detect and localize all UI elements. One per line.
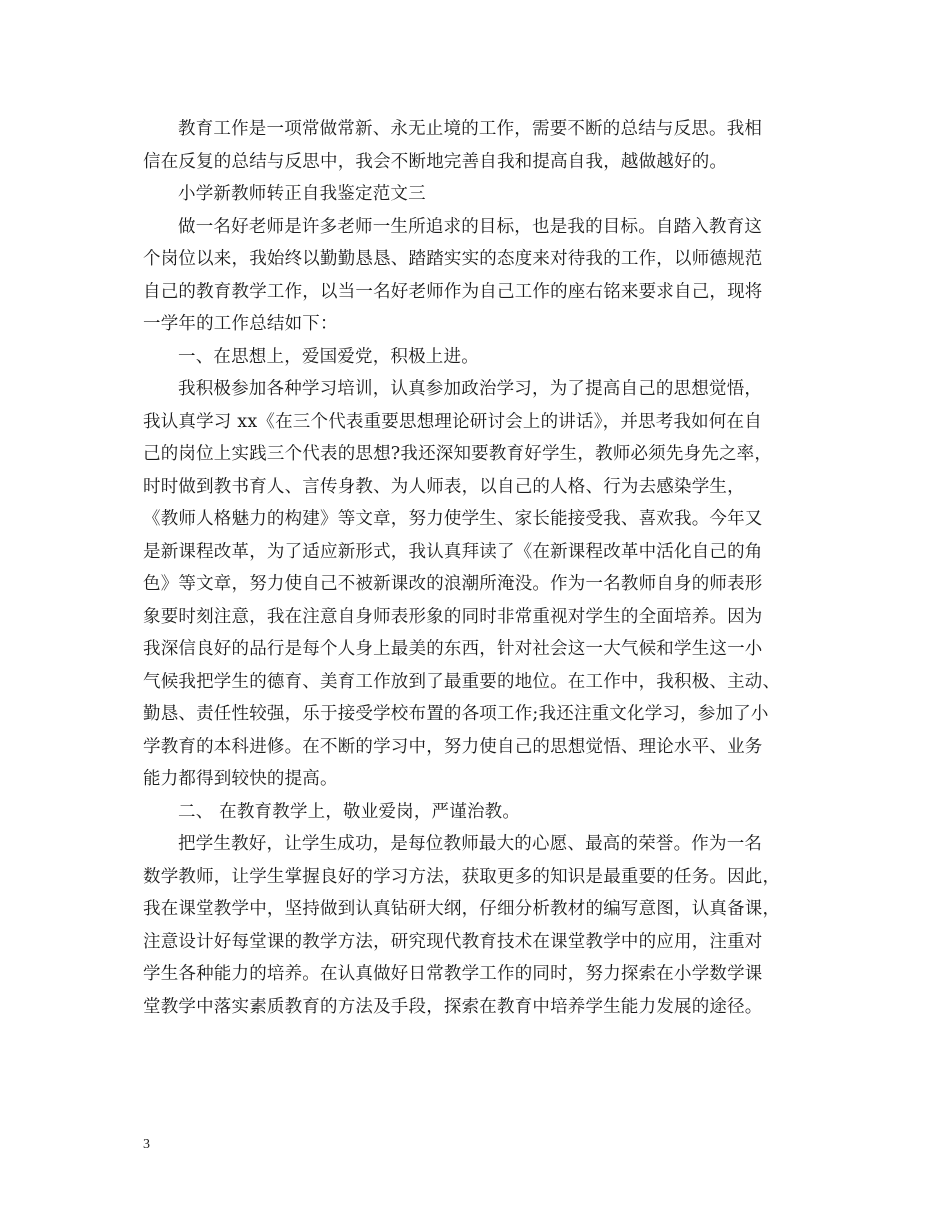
text-line: 做一名好老师是许多老师一生所追求的目标，也是我的目标。自踏入教育这 [178, 216, 763, 237]
text-line: 我认真学习 xx《在三个代表重要思想理论研讨会上的讲话》，并思考我如何在自 [143, 411, 762, 432]
text-line: 我深信良好的品行是每个人身上最美的东西，针对社会这一大气候和学生这一小 [143, 639, 763, 659]
text-line: 学教育的本科进修。在不断的学习中，努力使自己的思想觉悟、理论水平、业务 [143, 736, 763, 757]
text-line: 小学新教师转正自我鉴定范文三 [178, 184, 426, 204]
text-line: 把学生教好，让学生成功，是每位教师最大的心愿、最高的荣誉。作为一名 [178, 834, 763, 854]
text-line: 能力都得到较快的提高。 [143, 769, 338, 789]
text-line: 我在课堂教学中，坚持做到认真钻研大纲，仔细分析教材的编写意图，认真备课， [143, 899, 781, 919]
text-line: 自己的教育教学工作，以当一名好老师作为自己工作的座右铭来要求自己，现将 [143, 281, 763, 302]
text-line: 气候我把学生的德育、美育工作放到了最重要的地位。在工作中，我积极、主动、 [143, 671, 781, 692]
text-line: 二、 在教育教学上，敬业爱岗，严谨治教。 [178, 801, 521, 822]
text-line: 象要时刻注意，我在注意自身师表形象的同时非常重视对学生的全面培养。因为 [143, 606, 763, 627]
text-line: 注意设计好每堂课的教学方法，研究现代教育技术在课堂教学中的应用，注重对 [143, 931, 763, 952]
text-line: 色》等文章，努力使自己不被新课改的浪潮所淹没。作为一名教师自身的师表形 [143, 574, 763, 594]
text-line: 一、在思想上，爱国爱党，积极上进。 [178, 346, 479, 367]
text-line: 信在反复的总结与反思中，我会不断地完善自我和提高自我，越做越好的。 [143, 151, 728, 172]
text-line: 时时做到教书育人、言传身教、为人师表，以自己的人格、行为去感染学生， [143, 476, 745, 497]
text-line: 数学教师，让学生掌握良好的学习方法，获取更多的知识是最重要的任务。因此， [143, 866, 781, 887]
text-line: 我积极参加各种学习培训，认真参加政治学习，为了提高自己的思想觉悟， [178, 379, 763, 399]
text-line: 勤恳、责任性较强，乐于接受学校布置的各项工作;我还注重文化学习，参加了小 [143, 704, 769, 724]
text-line: 己的岗位上实践三个代表的思想?我还深知要教育好学生，教师必须先身先之率， [143, 444, 773, 464]
text-line: 个岗位以来，我始终以勤勤恳恳、踏踏实实的态度来对待我的工作，以师德规范 [143, 249, 763, 269]
document-body [143, 113, 823, 1023]
text-line: 堂教学中落实素质教育的方法及手段，探索在教育中培养学生能力发展的途径。 [143, 996, 763, 1017]
text-line: 《教师人格魅力的构建》等文章，努力使学生、家长能接受我、喜欢我。今年又 [143, 509, 763, 529]
text-line: 一学年的工作总结如下： [143, 314, 338, 334]
page-number: 3 [143, 1137, 150, 1152]
text-line: 教育工作是一项常做常新、永无止境的工作，需要不断的总结与反思。我相 [178, 119, 763, 139]
text-line: 是新课程改革，为了适应新形式，我认真拜读了《在新课程改革中活化自己的角 [143, 541, 763, 562]
text-line: 学生各种能力的培养。在认真做好日常教学工作的同时，努力探索在小学数学课 [143, 964, 763, 984]
